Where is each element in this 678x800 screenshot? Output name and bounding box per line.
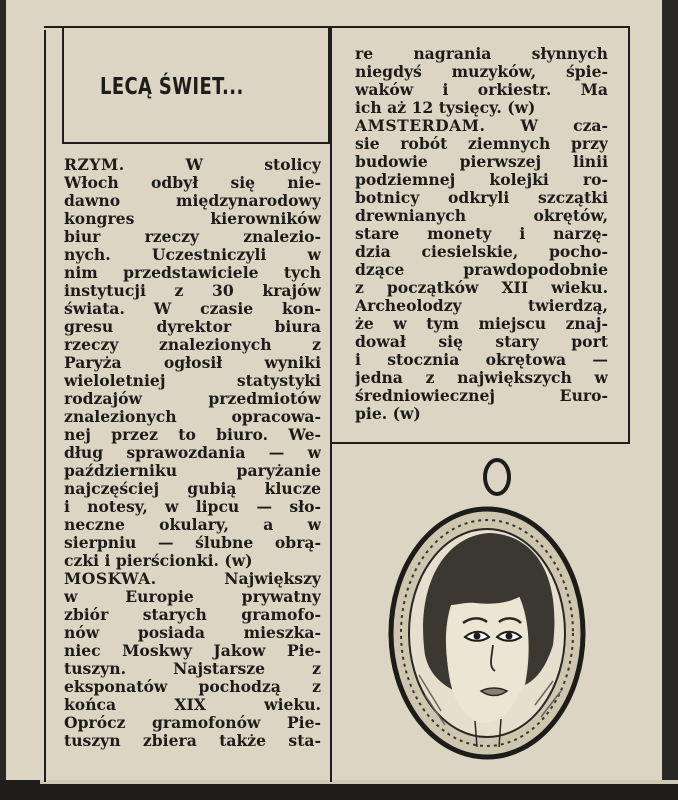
article-line <box>64 318 321 336</box>
line-text: dzia ciesielskie, pocho- <box>355 243 608 261</box>
article-line <box>64 264 321 282</box>
line-text: ich aż 12 tysięcy. (w) <box>355 99 536 117</box>
line-text: Oprócz gramofonów Pie- <box>64 714 321 732</box>
line-text: waków i orkiestr. Ma <box>355 81 608 99</box>
line-text: świata. W czasie kon- <box>64 300 321 318</box>
article-line <box>355 99 608 117</box>
article-line <box>64 462 321 480</box>
line-text: i notesy, w lipcu — sło- <box>64 498 321 516</box>
line-text: nim przedstawiciele tych <box>64 264 321 282</box>
article-line <box>64 480 321 498</box>
line-text: W cza- <box>485 117 608 135</box>
article-line <box>64 588 321 606</box>
line-text: najczęściej gubią klucze <box>64 480 321 498</box>
line-text: neczne okulary, a w <box>64 516 321 534</box>
city-lead: AMSTERDAM. <box>355 117 486 135</box>
line-text: stare monety i narzę- <box>355 225 608 243</box>
line-text: eksponatów pochodzą z <box>64 678 321 696</box>
article-line <box>64 228 321 246</box>
article-line <box>355 387 608 405</box>
line-text: znalezionych opracowa- <box>64 408 321 426</box>
frame-rule-bottom-step <box>330 442 332 782</box>
line-text: czki i pierścionki. (w) <box>64 552 253 570</box>
city-lead: MOSKWA. <box>64 570 157 588</box>
line-text: nych. Uczestniczyli w <box>64 246 321 264</box>
frame-rule-right <box>628 26 630 444</box>
article-line <box>64 696 321 714</box>
article-line <box>64 534 321 552</box>
article-line <box>64 372 321 390</box>
article-column-right <box>355 45 608 423</box>
article-line <box>355 261 608 279</box>
article-line <box>355 63 608 81</box>
article-line <box>64 552 321 570</box>
line-text: re nagrania słynnych <box>355 45 608 63</box>
line-text: dług sprawozdania — w <box>64 444 321 462</box>
line-text: nów posiada mieszka- <box>64 624 321 642</box>
article-line <box>355 369 608 387</box>
article-line <box>355 297 608 315</box>
article-line <box>64 714 321 732</box>
article-line <box>64 732 321 750</box>
line-text: budowie pierwszej linii <box>355 153 608 171</box>
line-text: z początków XII wieku. <box>355 279 608 297</box>
article-line <box>355 117 608 135</box>
article-line <box>64 498 321 516</box>
frame-rule-top-right <box>330 26 630 28</box>
line-text: Włoch odbył się nie- <box>64 174 321 192</box>
article-line <box>64 678 321 696</box>
article-line <box>355 405 608 423</box>
article-line <box>355 171 608 189</box>
frame-rule-left <box>44 30 46 782</box>
line-text: dawno międzynarodowy <box>64 192 321 210</box>
article-line <box>64 210 321 228</box>
city-lead: RZYM. <box>64 156 125 174</box>
article-line <box>355 243 608 261</box>
article-line <box>64 624 321 642</box>
article-line <box>64 516 321 534</box>
article-line <box>64 570 321 588</box>
article-line <box>355 153 608 171</box>
line-text: Paryża ogłosił wyniki <box>64 354 321 372</box>
line-text: kongres kierowników <box>64 210 321 228</box>
line-text: instytucji z 30 krajów <box>64 282 321 300</box>
article-line <box>64 174 321 192</box>
article-line <box>64 354 321 372</box>
line-text: gresu dyrektor biura <box>64 318 321 336</box>
line-text: że w tym miejscu znaj- <box>355 315 608 333</box>
line-text: tuszyn. Najstarsze z <box>64 660 321 678</box>
article-line <box>355 351 608 369</box>
article-line <box>64 390 321 408</box>
line-text: średniowiecznej Euro- <box>355 387 608 405</box>
line-text: pie. (w) <box>355 405 421 423</box>
line-text: w Europie prywatny <box>64 588 321 606</box>
article-line <box>355 81 608 99</box>
line-text: wieloletniej statystyki <box>64 372 321 390</box>
frame-rule-divider-vertical <box>330 26 332 444</box>
article-line <box>355 207 608 225</box>
line-text: drewnianych okrętów, <box>355 207 608 225</box>
page-edge-left <box>0 0 6 800</box>
article-column-left <box>64 156 321 750</box>
article-line <box>355 333 608 351</box>
article-line <box>64 300 321 318</box>
line-text: dzące prawdopodobnie <box>355 261 608 279</box>
line-text: końca XIX wieku. <box>64 696 321 714</box>
line-text: sie robót ziemnych przy <box>355 135 608 153</box>
article-line <box>355 315 608 333</box>
article-line <box>64 606 321 624</box>
page-edge-bottom <box>0 780 678 800</box>
article-line <box>64 660 321 678</box>
page-title: LECĄ ŚWIET... <box>100 74 244 100</box>
article-line <box>64 336 321 354</box>
line-text: Największy <box>156 570 321 588</box>
line-text: biur rzeczy znalezio- <box>64 228 321 246</box>
article-line <box>64 246 321 264</box>
line-text: W stolicy <box>124 156 321 174</box>
frame-rule-divider-horizontal <box>330 442 630 444</box>
article-line <box>64 282 321 300</box>
article-line <box>64 444 321 462</box>
article-line <box>64 156 321 174</box>
line-text: podziemnej kolejki ro- <box>355 171 608 189</box>
article-line <box>64 642 321 660</box>
line-text: rzeczy znalezionych z <box>64 336 321 354</box>
line-text: jedna z największych w <box>355 369 608 387</box>
line-text: niec Moskwy Jakow Pie- <box>64 642 321 660</box>
line-text: nej przez to biuro. We- <box>64 426 321 444</box>
line-text: dował się stary port <box>355 333 608 351</box>
line-text: tuszyn zbiera także sta- <box>64 732 321 750</box>
article-line <box>355 45 608 63</box>
line-text: Archeolodzy twierdzą, <box>355 297 608 315</box>
portrait-locket-icon <box>385 455 590 760</box>
article-line <box>355 279 608 297</box>
line-text: październiku paryżanie <box>64 462 321 480</box>
article-line <box>355 189 608 207</box>
article-line <box>355 225 608 243</box>
article-line <box>64 426 321 444</box>
line-text: niegdyś muzyków, śpie- <box>355 63 608 81</box>
line-text: rodzajów przedmiotów <box>64 390 321 408</box>
line-text: botnicy odkryli szczątki <box>355 189 608 207</box>
article-line <box>64 408 321 426</box>
line-text: sierpniu — ślubne obrą- <box>64 534 321 552</box>
frame-rule-top <box>44 26 62 28</box>
article-line <box>355 135 608 153</box>
line-text: i stocznia okrętowa — <box>355 351 608 369</box>
article-line <box>64 192 321 210</box>
page-edge-right <box>662 0 678 800</box>
line-text: zbiór starych gramofo- <box>64 606 321 624</box>
